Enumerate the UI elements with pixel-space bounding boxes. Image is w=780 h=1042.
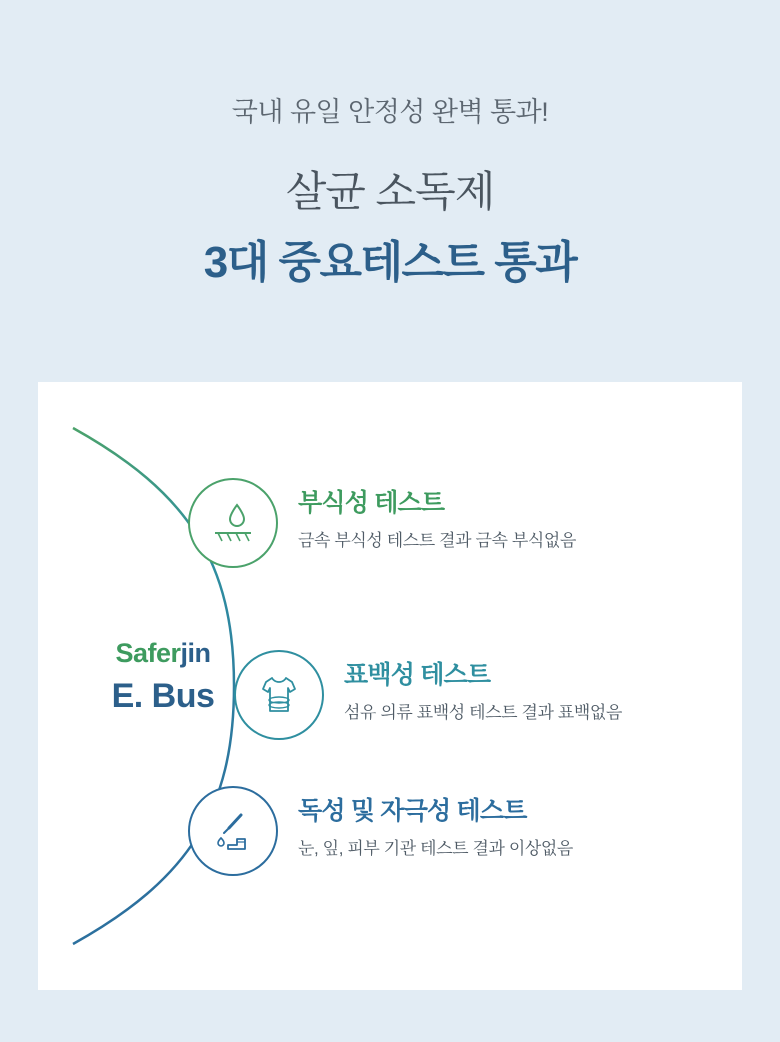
water-drop-on-metal-icon: [207, 497, 259, 549]
bleaching-desc: 섬유 의류 표백성 테스트 결과 표백없음: [344, 703, 622, 722]
toxicity-desc: 눈, 잎, 피부 기관 테스트 결과 이상없음: [298, 839, 573, 858]
corrosion-desc: 금속 부식성 테스트 결과 금속 부식없음: [298, 531, 576, 550]
toxicity-text: [298, 786, 573, 860]
brand-name-part2: jin: [180, 638, 211, 668]
brand-logo: [78, 640, 248, 713]
corrosion-title: 부식성 테스트: [298, 489, 445, 517]
page-subtitle-accent: 3대 중요테스트 통과: [203, 237, 577, 287]
brand-name-line1: [78, 640, 248, 667]
test-item-toxicity: [188, 786, 573, 876]
bleaching-text: [344, 650, 622, 724]
corrosion-text: [298, 478, 576, 552]
content-card: [38, 382, 742, 990]
header-eyebrow: 국내 유일 안정성 완벽 통과!: [231, 97, 549, 127]
bleaching-title: 표백성 테스트: [344, 661, 491, 689]
header: [0, 0, 780, 290]
toxicity-icon-circle: [188, 786, 278, 876]
brand-name-line2: E. Bus: [111, 677, 215, 715]
toxicity-title: 독성 및 자극성 테스트: [298, 797, 527, 825]
test-item-bleaching: [234, 650, 622, 740]
corrosion-icon-circle: [188, 478, 278, 568]
bleaching-icon-circle: [234, 650, 324, 740]
brand-name-part1: Safer: [115, 638, 181, 668]
test-item-corrosion: [188, 478, 576, 568]
tshirt-fabric-icon: [253, 669, 305, 721]
page-title: 살균 소독제: [285, 168, 495, 216]
dropper-on-hand-icon: [207, 805, 259, 857]
